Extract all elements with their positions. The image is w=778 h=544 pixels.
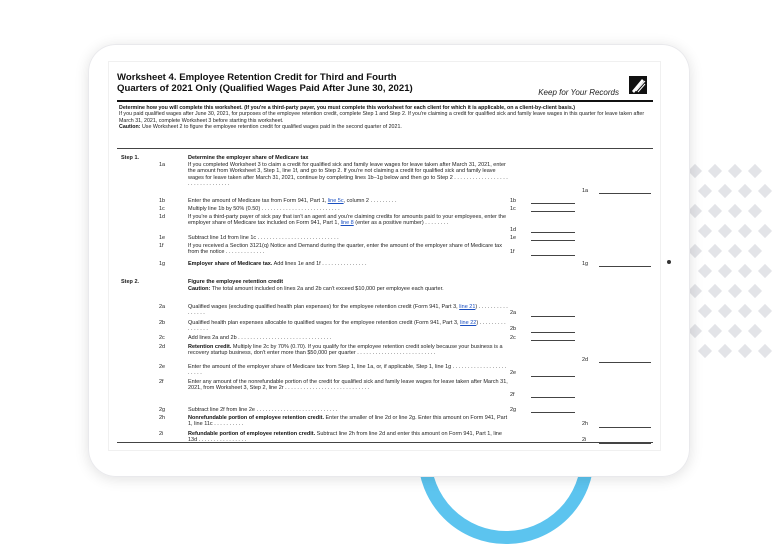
line-number: 2f — [159, 379, 164, 385]
middle-line-label: 1f — [510, 249, 515, 256]
worksheet-line — [109, 304, 660, 317]
form-line-link[interactable]: line 8 — [340, 220, 354, 227]
worksheet-line — [109, 407, 660, 413]
line-description — [188, 162, 508, 188]
line-text: Enter any amount of the nonrefundable portion of the credit for qualified sick and family leave wages for leave taken after March 31, 2021, from Worksheet 3, Step 2, line 2r . . . . . . . . . . . . . . . . . . . . . . . . . . . . — [188, 379, 508, 392]
form-line-link[interactable]: line 21 — [459, 304, 476, 310]
worksheet-line — [109, 415, 660, 428]
line-text: If you completed Worksheet 3 to claim a credit for qualified sick and family leave wages for leave taken after March 31, 2021, enter the amount from Worksheet 3, Step 1, line 1f, and go to Step 2. If you're not claiming a credit for qualified sick and family leave wages for leave taken after March 31, 2021, continue by completing lines 1b–1g below and then go to Step 2 . . . . . . . . . . . . . . . . . . . . . . . . . . . . . . . . — [188, 162, 508, 188]
decorative-dot — [748, 284, 762, 298]
middle-line-label: 2e — [510, 370, 517, 377]
right-line-label: 2d — [582, 356, 589, 363]
decorative-dot — [728, 324, 742, 338]
decorative-dot — [728, 284, 742, 298]
line-number: 1f — [159, 243, 164, 249]
middle-amount-field[interactable] — [531, 376, 575, 377]
line-text: Multiply line 1b by 50% (0.50) . . . . . . . . . . . . . . . . . . . . . . . . . . — [188, 206, 340, 212]
intro-caution-label: Caution: — [119, 123, 141, 130]
line-text: Subtract line 1d from line 1c . . . . . . . . . . . . . . . . . . . . . . . . . . . — [188, 235, 339, 241]
decorative-dot — [758, 184, 772, 198]
line-description — [188, 320, 508, 333]
line-bold-text: Determine the employer share of Medicare tax — [188, 155, 309, 161]
line-text: Enter the amount of the employer share of Medicare tax from Step 1, line 1a, or, if applicable, Step 1, line 1g . . . . . . . . . . . . . . . . . . . . . . . — [188, 364, 507, 377]
decorative-dot — [728, 204, 742, 218]
intro-caution-text: Use Worksheet 2 to figure the employee retention credit for qualified wages paid in the second quarter of 2021. — [141, 123, 402, 130]
line-description — [188, 407, 508, 413]
middle-amount-field[interactable] — [531, 332, 575, 333]
line-description — [188, 415, 508, 428]
worksheet-line — [109, 206, 660, 212]
decorative-dot — [688, 284, 702, 298]
middle-amount-field[interactable] — [531, 255, 575, 256]
decorative-dot — [728, 164, 742, 178]
middle-amount-field[interactable] — [531, 232, 575, 233]
line-text-cont: ) . . . . . . . . . . . . . . . . — [188, 304, 508, 317]
right-line-label: 1a — [582, 187, 589, 194]
right-line-label: 2i — [582, 437, 587, 444]
line-description — [188, 214, 508, 227]
middle-amount-field[interactable] — [531, 240, 575, 241]
worksheet-lines — [109, 62, 660, 450]
line-text: Add lines 1e and 1f . . . . . . . . . . . . . . . — [272, 261, 367, 267]
line-bold-text: Caution: — [188, 286, 211, 292]
decorative-dot — [698, 264, 712, 278]
decorative-dot — [698, 304, 712, 318]
middle-line-label: 2f — [510, 391, 515, 398]
line-description — [188, 379, 508, 392]
line-number: 1e — [159, 235, 166, 241]
line-number: 2d — [159, 344, 166, 350]
decorative-dot — [708, 244, 722, 258]
line-number: 1a — [159, 162, 166, 168]
middle-amount-field[interactable] — [531, 211, 575, 212]
decorative-dot — [688, 204, 702, 218]
line-text: Add lines 2a and 2b . . . . . . . . . . . . . . . . . . . . . . . . . . . . . . . — [188, 335, 332, 341]
line-description — [188, 364, 508, 377]
line-description — [188, 279, 508, 285]
line-description — [188, 155, 508, 161]
worksheet-line — [109, 364, 660, 377]
line-number: 1d — [159, 214, 166, 220]
decorative-dot — [738, 304, 752, 318]
line-description — [188, 198, 508, 204]
decorative-dot — [738, 264, 752, 278]
worksheet-line — [109, 320, 660, 333]
line-text: Subtract line 2h from line 2d and enter this amount on Form 941, Part 1, line 13d . . . . . . . . . . . . . . . . — [188, 431, 502, 444]
line-bold-text: Retention credit. — [188, 344, 232, 350]
decorative-dot — [748, 164, 762, 178]
intro-instruction: Determine how you will complete this worksheet. (If you're a third-party payer, you must complete this worksheet for each client for which it is applicable, on a client-by-client basis.) — [119, 105, 576, 111]
line-number: 1g — [159, 261, 166, 267]
line-text: Enter the smaller of line 2d or line 2g. Enter this amount on Form 941, Part 1, line 11c . . . . . . . . . . — [188, 415, 508, 428]
line-description — [188, 243, 508, 256]
tablet-camera — [667, 260, 671, 264]
line-description — [188, 344, 508, 357]
middle-line-label: 1d — [510, 226, 517, 233]
line-description — [188, 206, 508, 212]
line-number: 2c — [159, 335, 165, 341]
decorative-dot — [728, 244, 742, 258]
worksheet-line — [109, 198, 660, 204]
decorative-dot — [738, 344, 752, 358]
worksheet-line — [109, 379, 660, 398]
decorative-dot — [698, 344, 712, 358]
worksheet-line — [109, 162, 660, 194]
line-text: Enter the amount of Medicare tax from Form 941, Part 1, — [188, 198, 328, 204]
line-text: Qualified health plan expenses allocable to qualified wages for the employee retention credit (Form 941, Part 3, — [188, 320, 461, 326]
decorative-dot — [758, 224, 772, 238]
decorative-dot — [688, 164, 702, 178]
line-text: Subtract line 2f from line 2e . . . . . . . . . . . . . . . . . . . . . . . . . . . — [188, 407, 338, 413]
line-text: The total amount included on lines 2a and 2b can't exceed $10,000 per employee each quarter. — [210, 286, 444, 292]
line-description — [188, 335, 508, 341]
intro-text: If you paid qualified wages after June 30, 2021, for purposes of the employee retention credit, complete Step 1 and Step 2. If you're claiming a credit for qualified sick and family leave wages in this quarter for leave taken after March 31, 2021, complete Worksheet 3 before starting this worksheet. — [119, 111, 645, 124]
line-bold-text: Nonrefundable portion of employee retention credit. — [188, 415, 324, 421]
middle-line-label: 1e — [510, 235, 517, 241]
decorative-dot — [698, 224, 712, 238]
decorative-dot — [738, 184, 752, 198]
decorative-dot — [688, 324, 702, 338]
line-description — [188, 235, 508, 241]
line-number: 2g — [159, 407, 166, 413]
worksheet-line — [109, 286, 660, 299]
line-description — [188, 286, 508, 292]
worksheet-line — [109, 155, 660, 161]
worksheet-line — [109, 344, 660, 363]
decorative-dot — [708, 164, 722, 178]
right-amount-field[interactable] — [599, 266, 651, 267]
step-label: Step 1. — [121, 155, 140, 161]
middle-line-label: 2b — [510, 326, 517, 333]
decorative-dot — [708, 284, 722, 298]
decorative-dot — [758, 344, 772, 358]
right-amount-field[interactable] — [599, 193, 651, 194]
middle-amount-field[interactable] — [531, 203, 575, 204]
line-text: Multiply line 2c by 70% (0.70). If you qualify for the employee retention credit solely because your business is a recovery startup business, don't enter more than $50,000 per quarter . . . . . . . . . . . . . . . . . . . . . . . . . . — [188, 344, 503, 357]
middle-line-label: 1b — [510, 198, 517, 204]
line-description — [188, 304, 508, 317]
line-description — [188, 261, 508, 267]
footer-rule — [117, 442, 653, 443]
right-line-label: 2h — [582, 421, 589, 428]
line-number: 2b — [159, 320, 166, 326]
line-text: If you received a Section 3121(q) Notice and Demand during the quarter, enter the amount of the employer share of Medicare tax from the notice . . . . . . . . . . . . . — [188, 243, 502, 256]
right-amount-field[interactable] — [599, 427, 651, 428]
decorative-dot — [708, 324, 722, 338]
line-number: 2h — [159, 415, 166, 421]
worksheet-line — [109, 335, 660, 341]
line-number: 2i — [159, 431, 164, 437]
decorative-dot — [718, 344, 732, 358]
decorative-dot — [748, 204, 762, 218]
middle-amount-field[interactable] — [531, 397, 575, 398]
worksheet-line — [109, 243, 660, 256]
line-number: 2a — [159, 304, 166, 310]
worksheet-line — [109, 214, 660, 233]
decorative-dot — [708, 204, 722, 218]
decorative-dot — [758, 264, 772, 278]
decorative-dot — [688, 244, 702, 258]
worksheet-title-line2: Quarters of 2021 Only (Qualified Wages Paid After June 30, 2021) — [117, 83, 413, 94]
worksheet-line — [109, 279, 660, 285]
keep-for-records-note: Keep for Your Records — [538, 88, 619, 97]
line-text: Qualified wages (excluding qualified health plan expenses) for the employee retention credit (Form 941, Part 3, — [188, 304, 460, 310]
step-label: Step 2. — [121, 279, 140, 285]
line-bold-text: Refundable portion of employee retention credit. — [188, 431, 316, 437]
worksheet-line — [109, 261, 660, 267]
line-text-cont: , column 2 . . . . . . . . . — [343, 198, 397, 204]
line-text: If you're a third-party payer of sick pay that isn't an agent and you're claiming credits for amounts paid to your employees, enter the employer share of Medicare tax included on Form 941, Part 1, — [188, 214, 507, 227]
line-number: 1b — [159, 198, 166, 204]
decorative-dot — [758, 304, 772, 318]
decorative-dot-grid — [690, 166, 778, 376]
decorative-dot — [718, 184, 732, 198]
worksheet-line — [109, 235, 660, 241]
decorative-dot — [738, 224, 752, 238]
decorative-dot — [698, 184, 712, 198]
middle-line-label: 2a — [510, 310, 517, 317]
middle-amount-field[interactable] — [531, 316, 575, 317]
line-number: 1c — [159, 206, 165, 212]
decorative-dot — [718, 304, 732, 318]
decorative-dot — [748, 324, 762, 338]
worksheet-title-line1: Worksheet 4. Employee Retention Credit for Third and Fourth — [117, 72, 397, 83]
form-line-link[interactable]: line 5c — [327, 198, 344, 204]
decorative-dot — [718, 264, 732, 278]
worksheet-document — [109, 62, 660, 450]
line-text-cont: (enter as a positive number) . . . . . . . . — [353, 220, 449, 227]
middle-line-label: 2c — [510, 335, 516, 341]
middle-line-label: 2g — [510, 407, 517, 413]
decorative-dot — [748, 244, 762, 258]
line-bold-text: Employer share of Medicare tax. — [188, 261, 273, 267]
right-line-label: 1g — [582, 261, 589, 267]
line-text-cont: ) . . . . . . . . . . . . . . . . — [188, 320, 506, 333]
decorative-dot — [718, 224, 732, 238]
middle-amount-field[interactable] — [531, 412, 575, 413]
form-line-link[interactable]: line 22 — [460, 320, 477, 326]
middle-amount-field[interactable] — [531, 340, 575, 341]
line-number: 2e — [159, 364, 166, 370]
line-bold-text: Figure the employee retention credit — [188, 279, 284, 285]
middle-line-label: 1c — [510, 206, 516, 212]
